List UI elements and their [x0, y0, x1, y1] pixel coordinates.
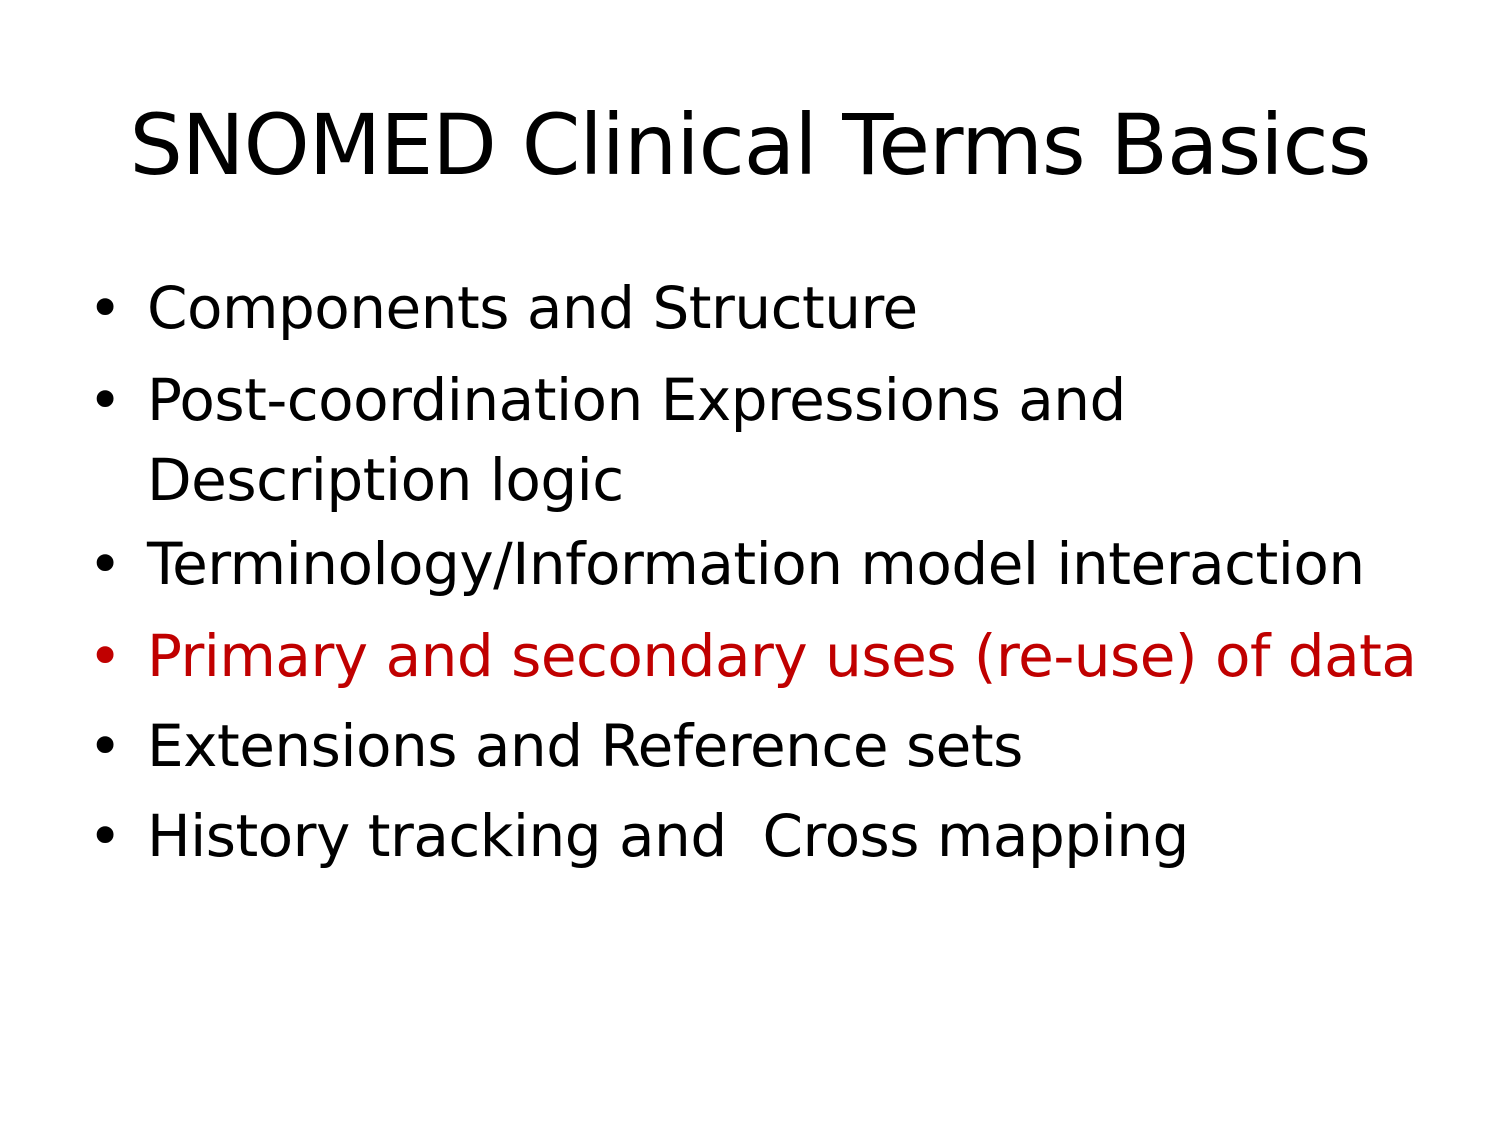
- slide-title: SNOMED Clinical Terms Basics: [129, 96, 1371, 194]
- bullet-text: Primary and secondary uses (re-use) of data: [147, 622, 1417, 690]
- bullet-point: •: [88, 366, 122, 434]
- bullet-point: •: [88, 530, 122, 598]
- bullet-text: History tracking and Cross mapping: [147, 802, 1189, 870]
- bullet-text: Post-coordination Expressions and Description logic: [147, 366, 1126, 514]
- bullet-text: Extensions and Reference sets: [147, 712, 1023, 780]
- bullet-point: •: [88, 802, 122, 870]
- bullet-point: •: [88, 712, 122, 780]
- bullet-point: •: [88, 274, 122, 342]
- bullet-text: Components and Structure: [147, 274, 918, 342]
- bullet-point: •: [88, 622, 122, 690]
- bullet-text: Terminology/Information model interaction: [147, 530, 1365, 598]
